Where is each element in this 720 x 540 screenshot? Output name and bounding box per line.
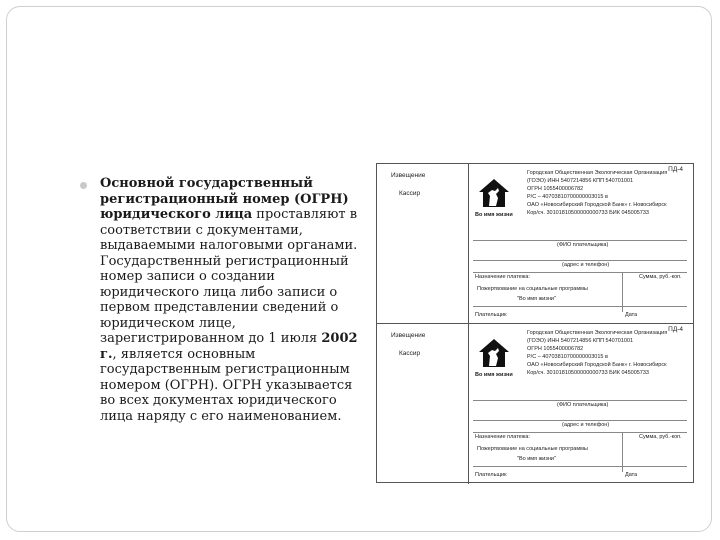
notice-label: Извещение [391,172,426,179]
bold-date: 2002 г. [100,331,358,362]
purpose-label: Назначение платежа: [475,274,530,280]
address-label-2: (адрес и телефон) [562,422,610,428]
logo-caption-2: Во имя жизни [475,372,513,378]
org-line-5: ОАО «Новосибирский Городской Банк» г. Новосибирск [527,202,667,208]
sum-label-2: Сумма, руб.-коп. [639,434,682,440]
sum-label: Сумма, руб.-коп. [639,274,682,280]
organization-logo [477,176,511,210]
form-code-2: ПД-4 [668,326,683,333]
receipt-left-column [377,164,469,323]
paragraph-text-2: , является основным государственным регистрационным номером (ОГРН). ОГРН указывается во всех документах юридического лица наряду с его наименованием. [100,346,353,424]
org-line-1: Городская Общественная Экологическая Организация [527,170,668,176]
logo-caption: Во имя жизни [475,212,513,218]
receipt-counterfoil-section [377,324,693,484]
date-label-2: Дата [625,472,638,478]
receipt-left-column-2 [377,324,469,484]
bullet-paragraph [100,176,370,424]
signer-label: Плательщик [475,312,507,318]
org-line-4: Р/С – 40703810700000003015 в [527,194,608,200]
purpose-label-2: Назначение платежа: [475,434,530,440]
bold-term-ogrn: Основной государственный регистрационный номер (ОГРН) юридического лица [100,176,349,222]
program-name-2: "Во имя жизни" [517,456,556,462]
address-label: (адрес и телефон) [562,262,610,268]
payer-label-2: (ФИО плательщика) [557,402,609,408]
signer-label-2: Плательщик [475,472,507,478]
organization-logo-2 [477,336,511,370]
form-code: ПД-4 [668,166,683,173]
org-line-3: ОГРН 1055400006782 [527,186,584,192]
org-line-4b: Р/С – 40703810700000003015 в [527,354,608,360]
bullet-marker [80,182,87,189]
cashier-label: Кассир [399,190,421,197]
org-line-2: (ГОЭО) ИНН 5407214856 КПП 540701001 [527,178,634,184]
org-line-2b: (ГОЭО) ИНН 5407214856 КПП 540701001 [527,338,634,344]
purpose-text: Пожертвование на социальные программы [477,286,588,292]
receipt-notice-section [377,164,693,324]
org-line-1b: Городская Общественная Экологическая Организация [527,330,668,336]
payment-receipt-image [376,163,694,483]
paragraph-text-1: проставляют в соответствии с документами, выдаваемыми налоговыми органами. Государственный регистрационный номер записи о создании юридического лица либо записи о первом представлении сведений о юридическом лице, зарегистрированном до 1 июля [100,207,358,346]
payer-label: (ФИО плательщика) [557,242,609,248]
notice-label-2: Извещение [391,332,426,339]
program-name: "Во имя жизни" [517,296,556,302]
cashier-label-2: Кассир [399,350,421,357]
date-label: Дата [625,312,638,318]
org-line-6: Кор/сч. 30101810500000000733 БИК 045005733 [527,210,649,216]
org-line-5b: ОАО «Новосибирский Городской Банк» г. Новосибирск [527,362,667,368]
org-line-6b: Кор/сч. 30101810500000000733 БИК 045005733 [527,370,649,376]
org-line-3b: ОГРН 1055400006782 [527,346,584,352]
purpose-text-2: Пожертвование на социальные программы [477,446,588,452]
